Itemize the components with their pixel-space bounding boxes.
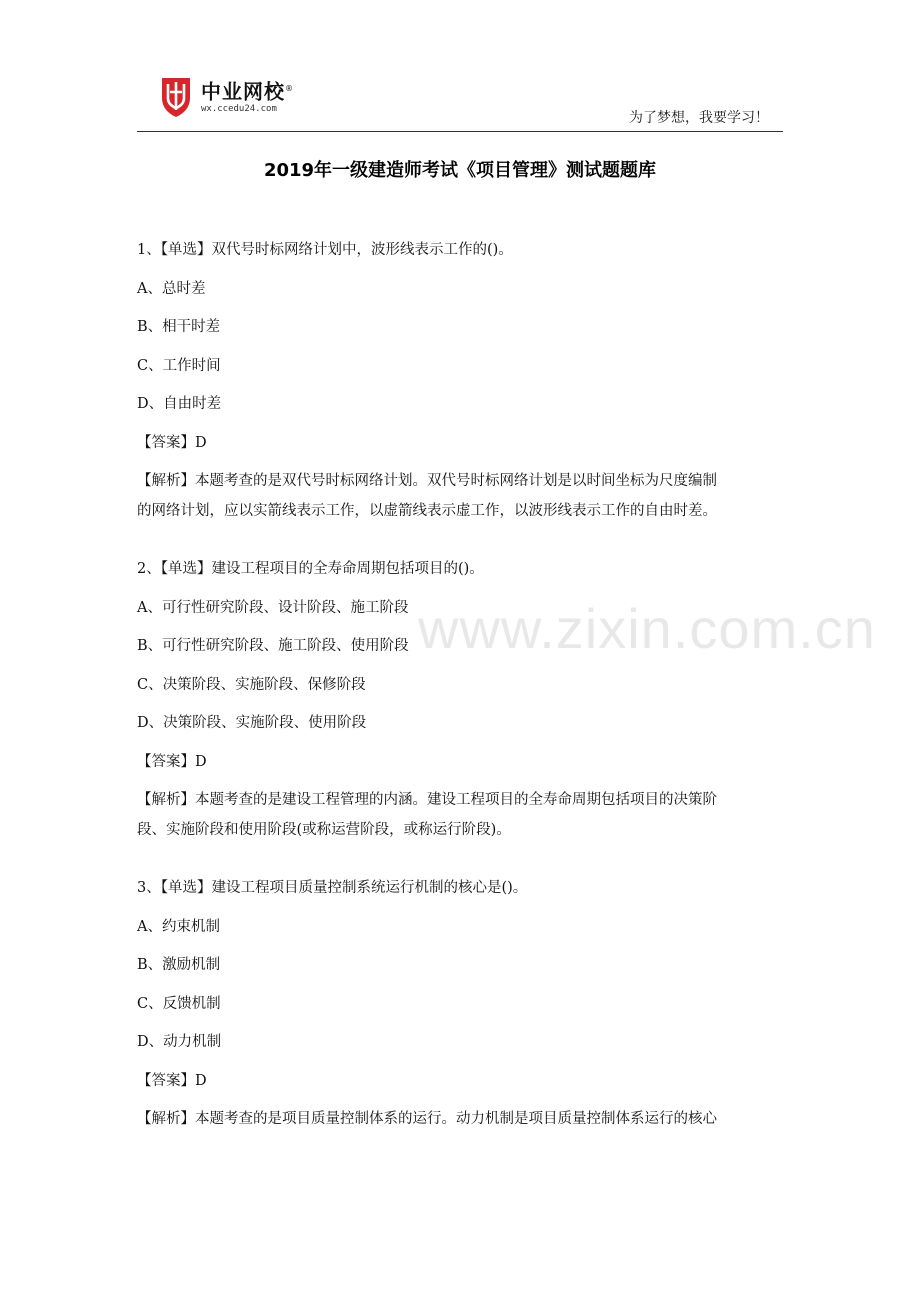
answer: 【答案】D [137, 753, 207, 770]
explanation-line: 段、实施阶段和使用阶段(或称运营阶段，或称运行阶段)。 [137, 822, 511, 838]
question-list [137, 240, 783, 1167]
logo-url: wx.ccedu24.com [201, 104, 277, 115]
option-b: B、激励机制 [137, 957, 221, 973]
explanation [137, 1104, 783, 1134]
option-c: C、工作时间 [137, 357, 221, 374]
option-d: D、动力机制 [137, 1034, 222, 1050]
explanation-line: 的网络计划，应以实箭线表示工作，以虚箭线表示虚工作，以波形线表示工作的自由时差。 [137, 503, 717, 519]
document-title: 2019年一级建造师考试《项目管理》测试题题库 [263, 160, 657, 181]
option-d: D、自由时差 [137, 396, 222, 412]
question-stem: 1、【单选】双代号时标网络计划中，波形线表示工作的()。 [137, 242, 513, 258]
logo-shield-icon [159, 74, 193, 118]
option-a: A、可行性研究阶段、设计阶段、施工阶段 [137, 599, 409, 616]
header-divider [137, 131, 783, 132]
option-c: C、决策阶段、实施阶段、保修阶段 [137, 676, 366, 693]
explanation-line: 【解析】本题考查的是双代号时标网络计划。双代号时标网络计划是以时间坐标为尺度编制 [137, 473, 717, 489]
logo-name: 中业网校® [201, 79, 294, 104]
question-stem: 3、【单选】建设工程项目质量控制系统运行机制的核心是()。 [137, 880, 528, 896]
option-b: B、可行性研究阶段、施工阶段、使用阶段 [137, 638, 409, 654]
watermark: www.zixin.com.cn [418, 597, 876, 660]
question-3 [137, 878, 783, 1134]
option-c: C、反馈机制 [137, 995, 221, 1012]
question-2 [137, 559, 783, 845]
option-b: B、相干时差 [137, 319, 221, 335]
answer: 【答案】D [137, 1072, 207, 1089]
logo [159, 74, 294, 118]
explanation-line: 【解析】本题考查的是建设工程管理的内涵。建设工程项目的全寿命周期包括项目的决策阶 [137, 792, 717, 808]
question-1 [137, 240, 783, 526]
option-a: A、约束机制 [137, 918, 220, 935]
explanation [137, 466, 783, 526]
option-a: A、总时差 [137, 280, 206, 297]
header-slogan: 为了梦想，我要学习！ [629, 110, 769, 126]
explanation [137, 785, 783, 845]
option-d: D、决策阶段、实施阶段、使用阶段 [137, 715, 367, 731]
answer: 【答案】D [137, 434, 207, 451]
page-header [137, 66, 783, 132]
question-stem: 2、【单选】建设工程项目的全寿命周期包括项目的()。 [137, 561, 484, 577]
explanation-line: 【解析】本题考查的是项目质量控制体系的运行。动力机制是项目质量控制体系运行的核心 [137, 1111, 717, 1127]
